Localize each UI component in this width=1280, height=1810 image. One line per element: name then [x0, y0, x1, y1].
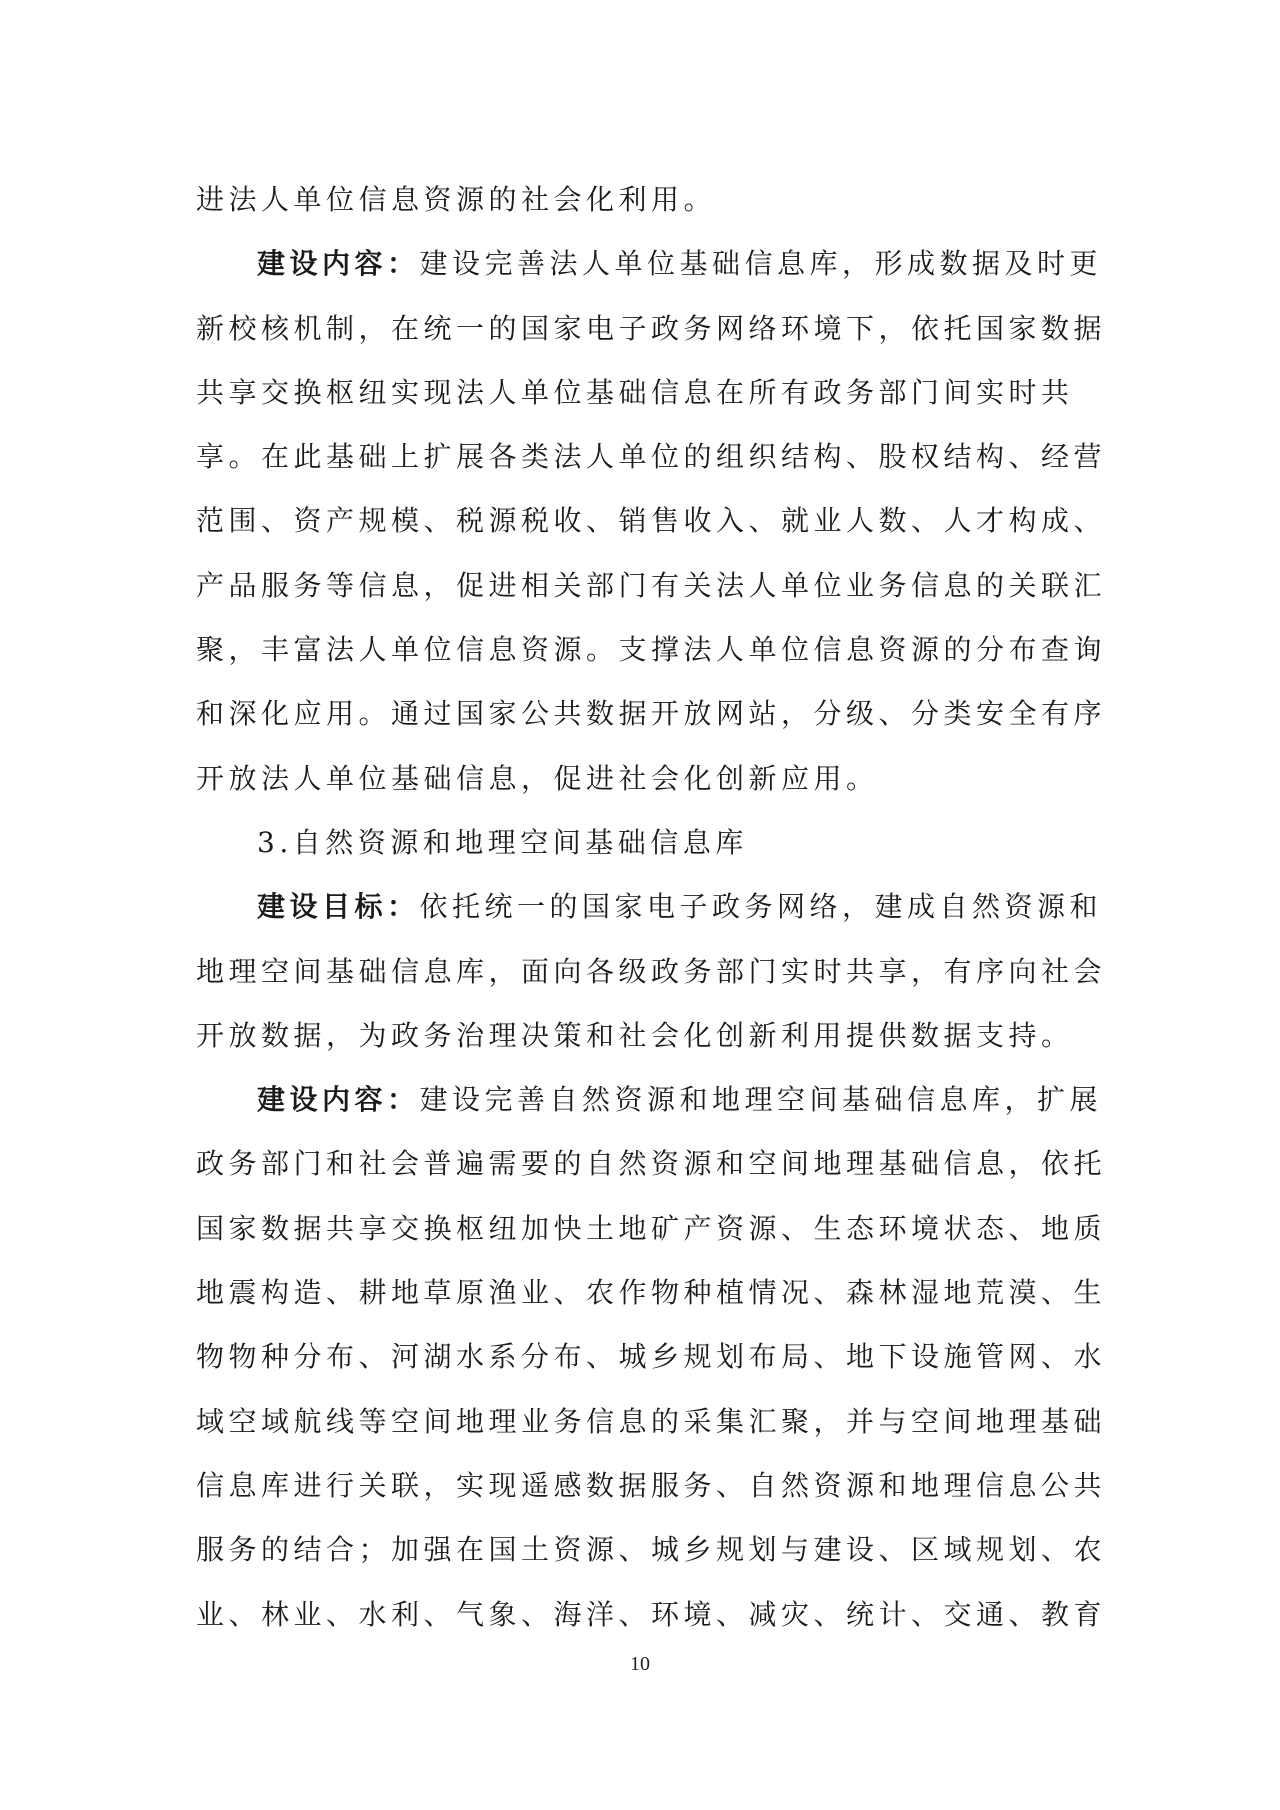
- line-text: 域空域航线等空间地理业务信息的采集汇聚，并与空间地理基础: [196, 1404, 1107, 1438]
- line-text: 建设完善法人单位基础信息库，形成数据及时更: [419, 247, 1103, 281]
- bold-label: 建设内容：: [257, 247, 420, 281]
- page-number: 10: [630, 1653, 650, 1675]
- text-line: [196, 1132, 1107, 1196]
- text-line: [196, 1068, 1103, 1132]
- line-text: 业、林业、水利、气象、海洋、环境、减灾、统计、交通、教育: [196, 1597, 1107, 1631]
- text-line: [196, 618, 1107, 682]
- text-line: [196, 297, 1107, 361]
- line-text: 物物种分布、河湖水系分布、城乡规划布局、地下设施管网、水: [196, 1340, 1107, 1374]
- text-line: [196, 1004, 1096, 1068]
- text-line: [196, 489, 1107, 553]
- line-text: 范围、资产规模、税源税收、销售收入、就业人数、人才构成、: [196, 504, 1107, 538]
- line-text: 依托统一的国家电子政务网络，建成自然资源和: [419, 890, 1103, 924]
- line-text: 政务部门和社会普遍需要的自然资源和空间地理基础信息，依托: [196, 1147, 1107, 1181]
- text-line: [196, 682, 1107, 746]
- line-text: 开放数据，为政务治理决策和社会化创新利用提供数据支持。: [196, 1018, 1074, 1052]
- text-line: [196, 1261, 1107, 1325]
- bold-label: 建设内容：: [257, 1083, 420, 1117]
- line-text: 地理空间基础信息库，面向各级政务部门实时共享，有序向社会: [196, 954, 1107, 988]
- text-line: [196, 940, 1107, 1004]
- line-text: 国家数据共享交换枢纽加快土地矿产资源、生态环境状态、地质: [196, 1211, 1107, 1245]
- line-text: 进法人单位信息资源的社会化利用。: [196, 183, 717, 216]
- line-text: 服务的结合；加强在国土资源、城乡规划与建设、区域规划、农: [196, 1533, 1107, 1567]
- text-line: [196, 875, 1103, 939]
- line-text: 建设完善自然资源和地理空间基础信息库，扩展: [419, 1083, 1103, 1117]
- text-line: [196, 1197, 1107, 1261]
- line-text: 新校核机制，在统一的国家电子政务网络环境下，依托国家数据: [196, 311, 1107, 345]
- line-text: 产品服务等信息，促进相关部门有关法人单位业务信息的关联汇: [196, 568, 1107, 602]
- line-text: 享。在此基础上扩展各类法人单位的组织结构、股权结构、经营: [196, 440, 1107, 474]
- text-line: [196, 554, 1107, 618]
- body-text: [196, 168, 1107, 1647]
- text-line: [196, 1454, 1107, 1518]
- line-text: 3.自然资源和地理空间基础信息库: [257, 825, 748, 859]
- line-text: 共享交换枢纽实现法人单位基础信息在所有政务部门间实时共: [196, 375, 1074, 409]
- bold-label: 建设目标：: [257, 890, 420, 924]
- line-text: 和深化应用。通过国家公共数据开放网站，分级、分类安全有序: [196, 697, 1107, 731]
- text-line: [196, 361, 1096, 425]
- line-text: 信息库进行关联，实现遥感数据服务、自然资源和地理信息公共: [196, 1468, 1107, 1502]
- text-line: [196, 168, 1096, 232]
- text-line: [196, 1518, 1107, 1582]
- text-line: [196, 811, 1096, 875]
- text-line: [196, 1583, 1107, 1647]
- text-line: [196, 747, 1096, 811]
- text-line: [196, 425, 1107, 489]
- line-text: 地震构造、耕地草原渔业、农作物种植情况、森林湿地荒漠、生: [196, 1276, 1107, 1310]
- line-text: 开放法人单位基础信息，促进社会化创新应用。: [196, 761, 879, 795]
- line-text: 聚，丰富法人单位信息资源。支撑法人单位信息资源的分布查询: [196, 633, 1107, 667]
- text-line: [196, 232, 1103, 296]
- text-line: [196, 1390, 1107, 1454]
- text-line: [196, 1325, 1107, 1389]
